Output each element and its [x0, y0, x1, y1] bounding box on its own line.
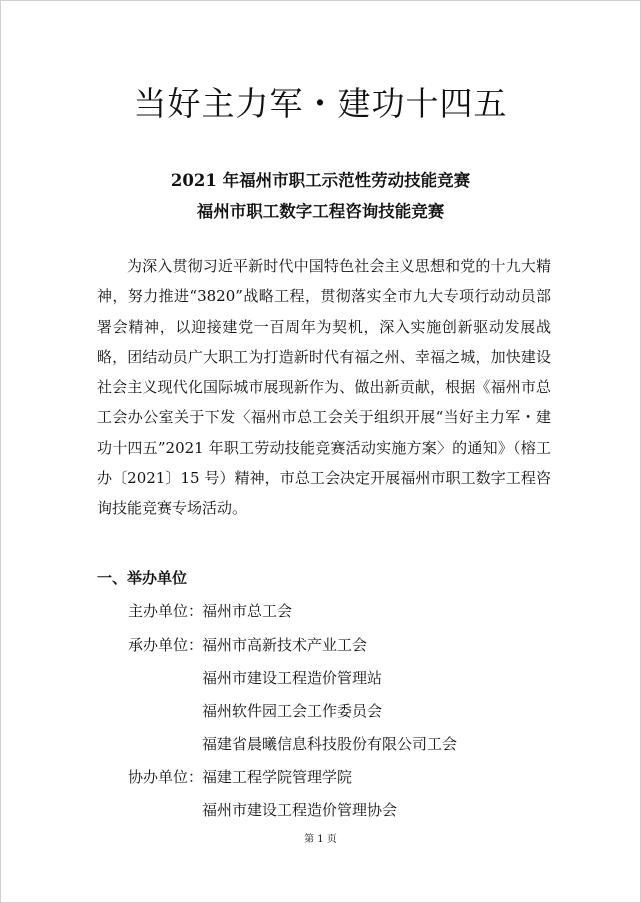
co-organizer-row [202, 799, 397, 821]
organizer-label: 承办单位： [128, 636, 204, 654]
organizer-row [202, 700, 382, 722]
document-title: 当好主力军・建功十四五 [133, 84, 508, 123]
organizer-value: 福州市建设工程造价管理站 [202, 669, 383, 687]
organizer-row [128, 634, 367, 656]
document-subtitle-line1: 2021 年福州市职工示范性劳动技能竞赛 [170, 171, 471, 190]
co-organizer-row [128, 766, 352, 788]
co-organizer-value: 福建工程学院管理学院 [202, 768, 353, 786]
organizer-value: 福建省晨曦信息科技股份有限公司工会 [202, 735, 458, 753]
section-heading-organizers: 一、举办单位 [97, 569, 188, 587]
host-label: 主办单位： [128, 602, 204, 620]
document-subtitle-line2: 福州市职工数字工程咨询技能竞赛 [196, 202, 445, 221]
intro-paragraph: 为深入贯彻习近平新时代中国特色社会主义思想和党的十九大精神，努力推进“3820”战略工程，贯彻落实全市九大专项行动动员部署会精神，以迎接建党一百周年为契机，深入实施创新驱动发展战略，团结动员广大职工为打造新时代有福之州、幸福之城，加快建设社会主义现代化国际城市展现新作为、做出新贡献，根据《福州市总工会办公室关于下发〈福州市总工会关于组织开展“当好主力军・建功十四五”2021 年职工劳动技能竞赛活动实施方案〉的通知》（榕工办〔2021〕15 号）精神，市总工会决定开展福州市职工数字工程咨询技能竞赛专场活动。 [97, 257, 551, 518]
organizer-row [202, 667, 382, 689]
host-value: 福州市总工会 [202, 602, 293, 620]
organizer-value: 福州软件园工会工作委员会 [202, 702, 383, 720]
organizer-row [202, 733, 457, 755]
co-organizer-label: 协办单位： [128, 768, 204, 786]
page-number: 第 1 页 [304, 834, 337, 845]
host-row [128, 600, 292, 622]
co-organizer-value: 福州市建设工程造价管理协会 [202, 801, 398, 819]
organizer-value: 福州市高新技术产业工会 [202, 636, 368, 654]
